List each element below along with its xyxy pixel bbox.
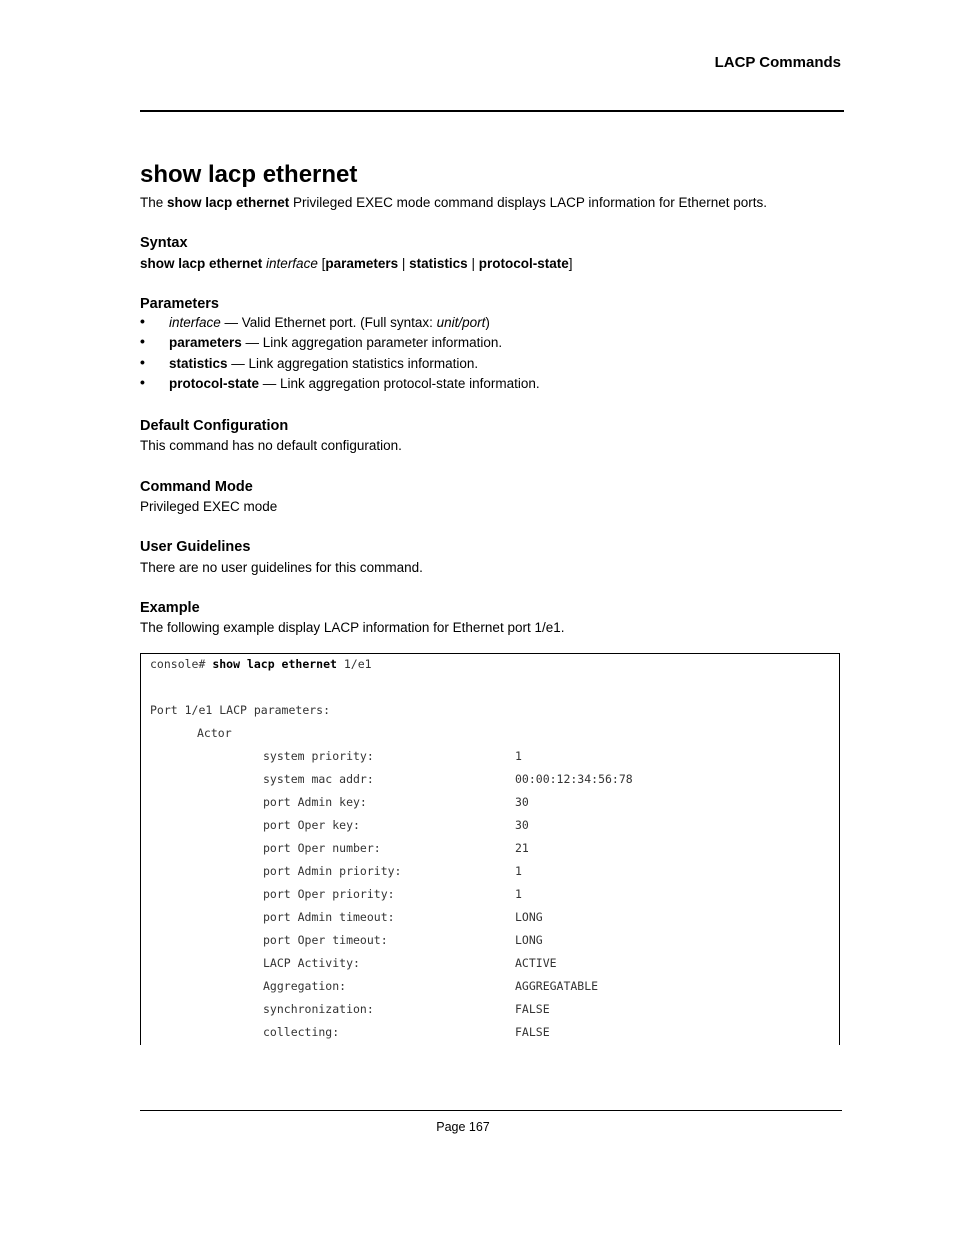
code-row-value: 1 [515, 864, 522, 878]
code-row-label: port Admin timeout: [263, 910, 395, 924]
running-header: LACP Commands [714, 54, 841, 71]
code-row-label: LACP Activity: [263, 956, 360, 970]
code-row-value: ACTIVE [515, 956, 557, 970]
bullet-icon: • [140, 373, 145, 390]
bullet-icon: • [140, 353, 145, 370]
parameters-list [140, 314, 540, 395]
code-section-title: Port 1/e1 LACP parameters: [150, 703, 331, 717]
list-item: • statistics — Link aggregation statistics information. [140, 353, 479, 371]
example-heading: Example [140, 600, 200, 616]
code-row-value: 00:00:12:34:56:78 [515, 772, 633, 786]
code-command-line: console# show lacp ethernet 1/e1 [150, 657, 372, 671]
page-title: show lacp ethernet [140, 161, 358, 188]
code-row-label: collecting: [263, 1025, 340, 1039]
example-text: The following example display LACP information for Ethernet port 1/e1. [140, 620, 565, 635]
list-item: • parameters — Link aggregation parameter information. [140, 333, 503, 351]
header-rule [140, 110, 844, 112]
user-guidelines-text: There are no user guidelines for this command. [140, 560, 423, 575]
list-item: • protocol-state — Link aggregation protocol-state information. [140, 373, 540, 391]
code-row-value: 30 [515, 795, 529, 809]
default-config-heading: Default Configuration [140, 418, 289, 434]
code-group-label: Actor [197, 726, 232, 740]
code-row-label: port Oper key: [263, 818, 360, 832]
code-row-label: port Oper priority: [263, 887, 395, 901]
syntax-heading: Syntax [140, 235, 188, 251]
command-mode-heading: Command Mode [140, 479, 253, 495]
code-row-value: 1 [515, 749, 522, 763]
default-config-text: This command has no default configuration. [140, 438, 402, 453]
bullet-icon: • [140, 333, 145, 350]
code-row-label: Aggregation: [263, 979, 347, 993]
page-number: Page 167 [436, 1120, 490, 1134]
syntax-line: show lacp ethernet interface [parameters | statistics | protocol-state] [140, 256, 573, 271]
parameters-heading: Parameters [140, 296, 219, 312]
code-row-label: port Admin priority: [263, 864, 402, 878]
code-row-value: 30 [515, 818, 529, 832]
code-row-label: port Oper timeout: [263, 933, 388, 947]
code-row-label: system priority: [263, 749, 374, 763]
code-row-value: 1 [515, 887, 522, 901]
code-row-label: port Admin key: [263, 795, 367, 809]
code-row-value: 21 [515, 841, 529, 855]
code-row-value: LONG [515, 910, 543, 924]
code-row-label: port Oper number: [263, 841, 381, 855]
user-guidelines-heading: User Guidelines [140, 539, 251, 555]
code-row-value: AGGREGATABLE [515, 979, 599, 993]
code-row-label: system mac addr: [263, 772, 374, 786]
code-row-label: synchronization: [263, 1002, 374, 1016]
code-example [140, 653, 840, 1045]
code-row-value: LONG [515, 933, 543, 947]
footer-rule [140, 1110, 842, 1111]
list-item: • interface — Valid Ethernet port. (Full syntax: unit/port) [140, 313, 490, 330]
intro-paragraph: The show lacp ethernet Privileged EXEC mode command displays LACP information for Ethernet ports. [140, 195, 768, 210]
code-row-value: FALSE [515, 1025, 550, 1039]
command-mode-text: Privileged EXEC mode [140, 499, 278, 514]
bullet-icon: • [140, 313, 145, 329]
code-row-value: FALSE [515, 1002, 550, 1016]
